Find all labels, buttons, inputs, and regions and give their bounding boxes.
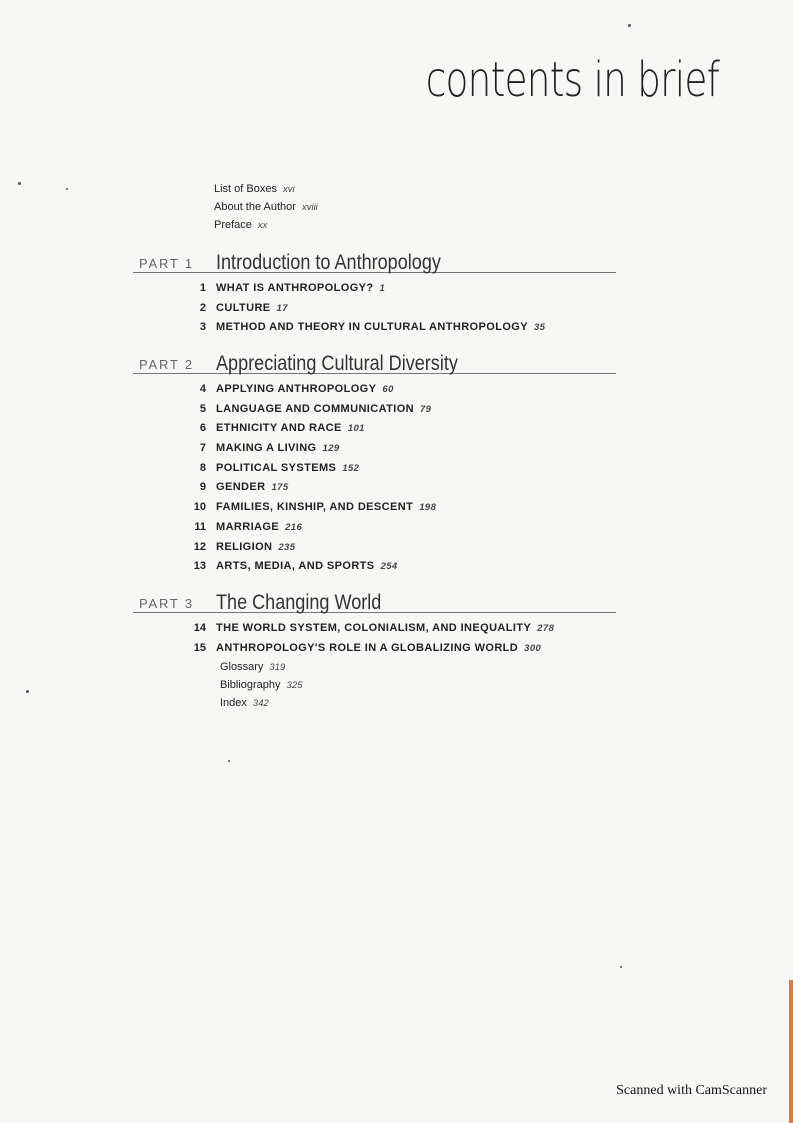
chapter-row [133, 459, 616, 479]
part-header [133, 343, 616, 374]
chapter-page: 175 [271, 482, 289, 494]
front-matter-item [214, 216, 318, 234]
scan-speck [18, 182, 21, 185]
part-label: PART 3 [139, 596, 194, 611]
back-matter-item [133, 658, 616, 676]
chapter-title: CULTURE [216, 301, 271, 314]
chapter-row [133, 639, 616, 659]
chapter-title: MAKING A LIVING [216, 442, 317, 455]
chapter-number: 7 [199, 442, 206, 455]
part-label: PART 2 [139, 357, 194, 372]
chapter-number: 15 [193, 641, 206, 654]
chapter-row [133, 518, 616, 538]
scan-speck [26, 690, 29, 693]
chapter-title: GENDER [216, 481, 266, 494]
chapter-number: 6 [199, 422, 206, 435]
front-matter-label: Preface [214, 219, 252, 231]
chapter-page: 235 [278, 541, 296, 553]
chapter-title: ANTHROPOLOGY'S ROLE IN A GLOBALIZING WORLD [216, 641, 519, 654]
chapter-page: 101 [347, 423, 365, 435]
chapter-title: FAMILIES, KINSHIP, AND DESCENT [216, 501, 414, 514]
part-title: Introduction to Anthropology [216, 251, 441, 274]
chapter-title: MARRIAGE [216, 520, 280, 533]
chapter-page: 198 [419, 502, 437, 514]
chapter-number: 9 [199, 481, 206, 494]
chapter-page: 254 [380, 561, 398, 573]
chapter-entry [216, 459, 359, 479]
chapter-title: ETHNICITY AND RACE [216, 422, 342, 435]
part-header [133, 582, 616, 613]
chapter-row [133, 380, 616, 400]
part-section-1 [133, 242, 616, 338]
chapter-title: WHAT IS ANTHROPOLOGY? [216, 282, 374, 294]
chapter-entry [216, 318, 545, 338]
chapter-number: 2 [199, 301, 206, 314]
chapter-page: 79 [420, 403, 432, 415]
chapter-entry [216, 380, 394, 400]
scan-speck [628, 24, 631, 27]
chapter-title: LANGUAGE AND COMMUNICATION [216, 402, 414, 415]
chapter-entry [216, 518, 302, 538]
part-label: PART 1 [139, 256, 194, 271]
back-matter-label: Index [220, 697, 247, 710]
chapter-number: 5 [199, 402, 206, 415]
back-matter-page: 325 [286, 680, 303, 692]
chapter-row [133, 557, 616, 577]
chapter-page: 152 [342, 462, 360, 474]
back-matter-label: Bibliography [220, 679, 281, 692]
chapter-list [133, 380, 616, 577]
part-header [133, 242, 616, 273]
back-matter-page: 342 [252, 698, 269, 710]
chapter-title: THE WORLD SYSTEM, COLONIALISM, AND INEQUALITY [216, 622, 532, 634]
chapter-number: 11 [194, 520, 206, 533]
scan-speck [66, 188, 68, 190]
part-section-2 [133, 343, 616, 577]
front-matter-page: xx [257, 220, 268, 231]
chapter-row [133, 279, 616, 299]
chapter-entry [216, 639, 541, 659]
chapter-number: 3 [199, 321, 206, 334]
chapter-row [133, 498, 616, 518]
chapter-number: 14 [193, 622, 206, 634]
chapter-entry [216, 419, 365, 439]
chapter-page: 17 [276, 302, 288, 314]
back-matter-list [133, 658, 616, 712]
chapter-row [133, 439, 616, 459]
scanner-watermark: Scanned with CamScanner [616, 1083, 767, 1098]
chapter-page: 216 [285, 521, 303, 533]
chapter-entry [216, 279, 385, 299]
chapter-list [133, 619, 616, 658]
chapter-list [133, 279, 616, 338]
chapter-entry [216, 619, 554, 639]
chapter-row [133, 400, 616, 420]
chapter-page: 35 [533, 322, 546, 334]
part-section-3 [133, 582, 616, 712]
front-matter-page: xvi [282, 184, 295, 195]
chapter-entry [216, 557, 398, 577]
chapter-page: 60 [382, 384, 394, 395]
chapter-row [133, 318, 616, 338]
front-matter-page: xviii [301, 202, 318, 213]
front-matter-list [214, 180, 318, 234]
chapter-number: 1 [199, 282, 206, 294]
front-matter-item [214, 180, 318, 198]
chapter-entry [216, 299, 288, 319]
chapter-number: 4 [199, 383, 206, 395]
back-matter-page: 319 [269, 662, 286, 674]
back-matter-label: Glossary [220, 661, 264, 674]
chapter-title: RELIGION [216, 540, 273, 553]
chapter-title: APPLYING ANTHROPOLOGY [216, 383, 377, 395]
front-matter-item [214, 198, 318, 216]
chapter-entry [216, 439, 340, 459]
chapter-number: 12 [193, 540, 206, 553]
chapter-page: 129 [322, 443, 340, 455]
chapter-entry [216, 538, 295, 558]
chapter-number: 8 [199, 461, 206, 474]
chapter-row [133, 538, 616, 558]
front-matter-label: About the Author [214, 201, 296, 213]
chapter-row [133, 419, 616, 439]
chapter-page: 300 [524, 642, 542, 654]
chapter-entry [216, 498, 436, 518]
chapter-title: ARTS, MEDIA, AND SPORTS [216, 560, 375, 573]
chapter-row [133, 299, 616, 319]
chapter-entry [216, 478, 289, 498]
chapter-number: 13 [193, 560, 206, 573]
part-title: Appreciating Cultural Diversity [216, 352, 458, 375]
chapter-number: 10 [193, 501, 206, 514]
chapter-entry [216, 400, 431, 420]
scan-speck [228, 760, 230, 762]
chapter-row [133, 478, 616, 498]
chapter-title: POLITICAL SYSTEMS [216, 461, 337, 474]
page-title: contents in brief [425, 52, 719, 108]
chapter-page: 278 [537, 623, 555, 634]
chapter-row [133, 619, 616, 639]
chapter-title: METHOD AND THEORY IN CULTURAL ANTHROPOLOGY [216, 321, 528, 334]
page-edge-strip [789, 980, 793, 1123]
scan-speck [620, 966, 622, 968]
back-matter-item [133, 676, 616, 694]
back-matter-item [133, 694, 616, 712]
part-title: The Changing World [216, 591, 382, 614]
chapter-page: 1 [379, 283, 386, 294]
front-matter-label: List of Boxes [214, 183, 277, 195]
